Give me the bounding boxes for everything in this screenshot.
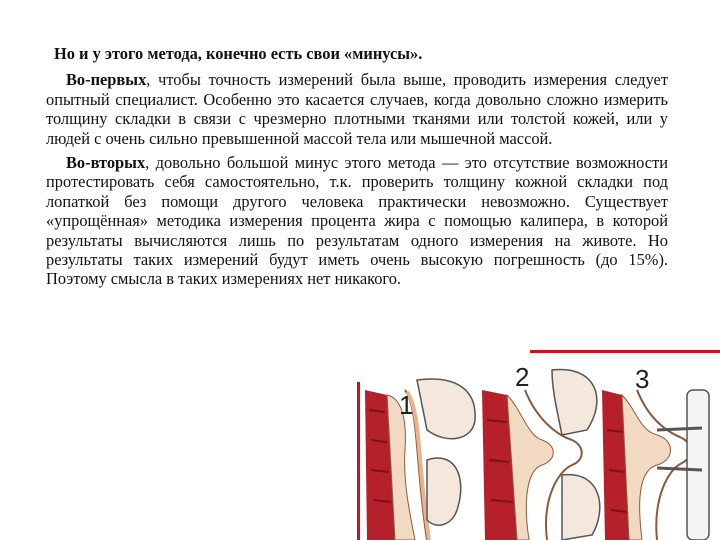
paragraph-first xyxy=(46,70,668,148)
panel-label-2: 2 xyxy=(515,362,530,392)
paragraph-second-lead: Во-вторых xyxy=(66,153,146,173)
document-text xyxy=(46,44,668,289)
panel-1-drawing xyxy=(365,379,475,540)
skinfold-diagram xyxy=(357,350,720,540)
accent-line-top xyxy=(530,350,720,353)
accent-line-left xyxy=(357,382,360,540)
paragraph-second-body: , довольно большой минус этого метода — это отсутствие возможности протестировать себя самостоятельно, т.к. проверить толщину кожной складки под лопаткой без помощи другого человека практически невозможно. Существует «упрощённая» методика измерения процента жира с помощью калипера, в которой результаты вычисляются лишь по результатам одного измерения на животе. Но результаты таких измерений будут иметь очень высокую погрешность (до 15%). Поэтому смысла в таких измерениях нет никакого. xyxy=(46,153,668,289)
skinfold-illustration xyxy=(357,350,720,540)
panel-label-1: 1 xyxy=(399,390,414,420)
section-heading: Но и у этого метода, конечно есть свои «минусы». xyxy=(54,44,423,63)
panel-2-drawing xyxy=(482,370,600,540)
paragraph-first-body: , чтобы точность измерений была выше, проводить измерения следует опытный специалист. Особенно это касается случаев, когда довольно сложно измерить толщину складки в связи с чрезмерно плотными тканями или толстой кожей, или у людей с очень сильно превышенной массой тела или мышечной массой. xyxy=(46,70,668,148)
panel-3-drawing xyxy=(602,390,709,540)
paragraph-first-lead: Во-первых xyxy=(66,70,147,90)
panel-label-3: 3 xyxy=(635,364,650,394)
paragraph-second xyxy=(46,153,668,289)
